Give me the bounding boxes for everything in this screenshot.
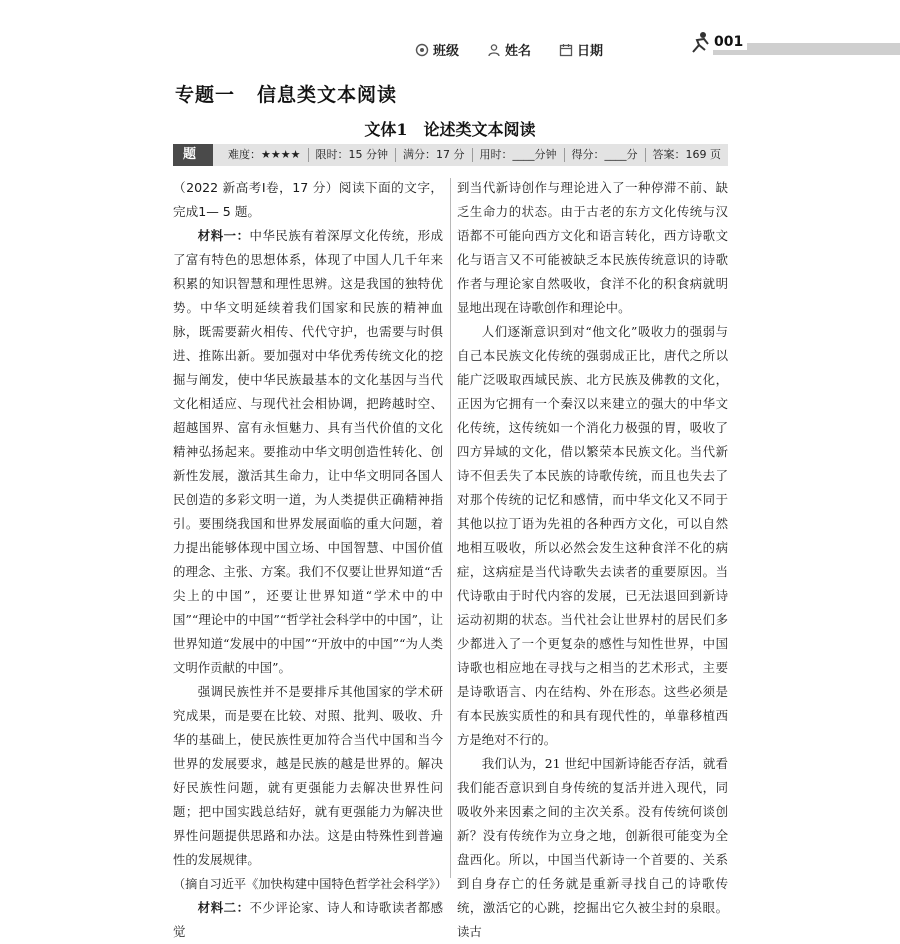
material-one-label: 材料一： — [197, 228, 250, 243]
material-one-paragraph-2: 强调民族性并不是要排斥其他国家的学术研究成果，而是要在比较、对照、批判、吸收、升华的基础上，使民族性更加符合当代中国和当今世界的发展要求，越是民族的越是世界的。解决好民族性问题，就有更强能力去解决世界性问题；把中国实践总结好，就有更强能力为解决世界性问题提供思路和办法。这是由特殊性到普遍性的发展规律。 — [173, 684, 443, 867]
page-number: 001 — [710, 34, 747, 50]
material-two-text: 不少评论家、诗人和诗歌读者都感觉 — [173, 900, 444, 939]
unit-title-number: 专题一 — [175, 84, 236, 106]
class-field — [415, 40, 459, 59]
calendar-icon — [559, 43, 573, 57]
class-label: 班级 — [433, 44, 460, 59]
date-field — [559, 40, 603, 59]
page-number-tab — [683, 30, 900, 62]
student-info-bar — [415, 40, 603, 59]
right-column — [457, 176, 728, 944]
material-two-paragraph-3: 我们认为，21 世纪中国新诗能否存活，就看我们能否意识到自身传统的复活并进入现代，同吸收外来因素之间的主次关系。没有传统何谈创新？没有传统作为立身之地，创新很可能变为全盘西化。所以，中国当代新诗一个首要的、关系到自身存亡的任务就是重新寻找自己的诗歌传统，激活它的心跳，挖掘出它久被尘封的泉眼。读古 — [457, 756, 728, 939]
time-used: 用时：____分钟 — [473, 148, 565, 162]
material-two-paragraph-2: 人们逐渐意识到对“他文化”吸收力的强弱与自己本民族文化传统的强弱成正比，唐代之所以能广泛吸取西域民族、北方民族及佛教的文化，正因为它拥有一个秦汉以来建立的强大的中华文化传统，这传统如一个消化力极强的胃，吸收了四方异域的文化，借以繁荣本民族文化。当代新诗不但丢失了本民族的诗歌传统，而且也失去了对那个传统的记忆和感情，而中华文化又不同于其他以拉丁语为先祖的各种西方文化，可以自然地相互吸收，所以必然会发生这种食洋不化的病症，这病症是当代诗歌失去读者的重要原因。当代诗歌由于时代内容的发展，已无法退回到新诗运动初期的状态。当代社会让世界村的居民们多少都进入了一个更复杂的感性与知性世界，中国诗歌也相应地在寻找与之相当的艺术形式，主要是诗歌语言、内在结构、外在形态。这些必须是有本民族实质性的和具有现代性的，单靠移植西方是绝对不行的。 — [457, 324, 728, 747]
material-two-continued: 到当代新诗创作与理论进入了一种停滞不前、缺乏生命力的状态。由于古老的东方文化传统与汉语都不可能向西方文化和语言转化，西方诗歌文化与语言又不可能被缺乏本民族传统意识的诗歌作者与理论家自然吸收，食洋不化的积食病就明显地出现在诗歌创作和理论中。 — [457, 180, 728, 315]
difficulty: 难度：★★★★ — [221, 148, 308, 162]
material-two-label: 材料二： — [197, 900, 250, 915]
date-label: 日期 — [577, 44, 604, 59]
unit-title-text: 信息类文本阅读 — [257, 84, 398, 106]
group-tag: 题组一 — [173, 144, 213, 166]
person-icon — [487, 43, 501, 57]
time-limit: 限时：15 分钟 — [309, 148, 397, 162]
full-score: 满分：17 分 — [396, 148, 473, 162]
material-one-paragraph — [173, 224, 443, 680]
name-label: 姓名 — [505, 44, 532, 59]
question-intro: （2022 新高考Ⅰ卷，17 分）阅读下面的文字，完成1— 5 题。 — [173, 180, 443, 219]
material-two-paragraph — [173, 896, 443, 944]
material-one-text: 中华民族有着深厚文化传统，形成了富有特色的思想体系，体现了中国人几千年来积累的知识智慧和理性思辨。这是我国的独特优势。中华文明延续着我们国家和民族的精神血脉，既需要薪火相传、代代守护，也需要与时俱进、推陈出新。要加强对中华优秀传统文化的挖掘与阐发，使中华民族最基本的文化基因与当代文化相适应、与现代社会相协调，把跨越时空、超越国界、富有永恒魅力、具有当代价值的文化精神弘扬起来。要推动中华文明创造性转化、创新性发展，激活其生命力，让中华文明同各国人民创造的多彩文明一道，为人类提供正确精神指引。要围绕我国和世界发展面临的重大问题，着力提出能够体现中国立场、中国智慧、中国价值的理念、主张、方案。我们不仅要让世界知道“舌尖上的中国”，还要让世界知道“学术中的中国”“理论中的中国”“哲学社会科学中的中国”，让世界知道“发展中的中国”“开放中的中国”“为人类文明作贡献的中国”。 — [173, 228, 444, 675]
material-one-source: （摘自习近平《加快构建中国特色哲学社会科学》） — [173, 877, 448, 891]
left-column — [173, 176, 448, 944]
unit-title — [175, 80, 397, 107]
class-icon — [415, 43, 429, 57]
column-divider — [450, 178, 451, 878]
answer-page: 答案：169 页 — [652, 148, 721, 161]
name-field — [487, 40, 531, 59]
section-title: 文体1 论述类文本阅读 — [364, 120, 536, 139]
score: 得分：____分 — [565, 148, 646, 162]
